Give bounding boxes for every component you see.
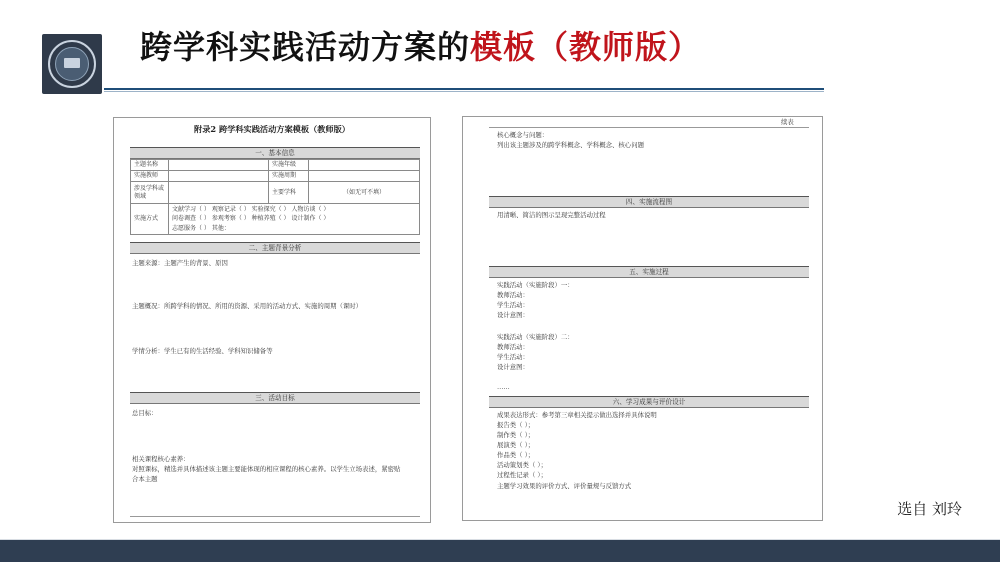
methods-line-3: 志愿服务（ ） 其他： [172, 224, 230, 232]
methods-line-1: 文献学习（ ） 观察记录（ ） 实验探究（ ） 人物访谈（ ） [172, 206, 330, 214]
activity-2-title: 实践活动（实施阶段）二： [497, 333, 574, 341]
core-literacy-line-1: 对照课标，精选并具体描述该主题主要能体现的相应课程的核心素养。以学生立场表述，紧密贴 [132, 465, 401, 473]
activity-2-intent: 设计意图： [497, 363, 529, 371]
table-row [131, 171, 420, 182]
doc-title: 附录2 跨学科实践活动方案模板（教师版） [194, 124, 350, 134]
slide-title [140, 22, 701, 68]
section-basic-info: 一、基本信息 [130, 147, 420, 159]
section-goals: 三、活动目标 [130, 392, 420, 404]
learner-analysis: 学情分析：学生已有的生活经验、学科知识储备等 [132, 347, 273, 355]
concept-title: 核心概念与问题： [497, 131, 549, 139]
core-literacy-line-2: 合本主题 [132, 475, 158, 483]
table-cell [169, 171, 269, 182]
evaluation-methods: 主题学习效果的评价方式、评价量规与反馈方式 [497, 482, 632, 490]
table-cell [169, 182, 269, 204]
table-cell: 主题名称 [131, 160, 169, 171]
core-literacy-title: 相关课程核心素养： [132, 455, 190, 463]
table-cell: 实施教师 [131, 171, 169, 182]
outcome-format-title: 成果表达形式：参考第三章相关提示做出选择并具体说明 [497, 411, 657, 419]
background-overview: 主题概况：所跨学科的情况、所用的资源、采用的活动方式、实施的周期（课时） [132, 302, 363, 310]
table-row [131, 182, 420, 204]
table-cell: 实施周期 [269, 171, 309, 182]
basic-info-table [130, 159, 420, 235]
ellipsis: …… [497, 383, 510, 391]
school-emblem-icon [42, 34, 102, 94]
list-item: 展演类（ ）； [497, 441, 535, 449]
section-background: 二、主题背景分析 [130, 242, 420, 254]
section-process: 五、实施过程 [489, 266, 809, 278]
list-item: 过程性记录（ ）； [497, 471, 547, 479]
attribution: 选自 刘玲 [897, 500, 962, 518]
table-cell: 主要学科 [269, 182, 309, 204]
section-outcomes: 六、学习成果与评价设计 [489, 396, 809, 408]
emblem-core [64, 58, 80, 68]
slide-title-highlight: 模板（教师版） [470, 28, 702, 66]
list-item: 作品类（ ）； [497, 451, 535, 459]
table-cell: （如无可不填） [309, 182, 420, 204]
table-cell: 实施年级 [269, 160, 309, 171]
continued-label: 续表 [781, 118, 794, 126]
activity-2-student: 学生活动： [497, 353, 529, 361]
table-row [131, 160, 420, 171]
page-bottom-rule [130, 516, 420, 517]
template-page-2 [462, 116, 823, 521]
table-cell [309, 171, 420, 182]
table-cell: 涉及学科或领域 [131, 182, 169, 204]
section-flowchart: 四、实施流程图 [489, 196, 809, 208]
flowchart-desc: 用清晰、简洁的图示呈现完整活动过程 [497, 211, 606, 219]
template-page-1 [113, 117, 431, 523]
implementation-methods-cell [169, 204, 420, 235]
activity-1-student: 学生活动： [497, 301, 529, 309]
methods-line-2: 问卷调查（ ） 参观考察（ ） 种植养殖（ ） 设计制作（ ） [172, 215, 330, 223]
slide-title-main: 跨学科实践活动方案的 [140, 28, 471, 66]
list-item: 制作类（ ）； [497, 431, 535, 439]
activity-2-teacher: 教师活动： [497, 343, 529, 351]
background-source: 主题来源：主题产生的背景、原因 [132, 259, 228, 267]
table-cell [309, 160, 420, 171]
activity-1-teacher: 教师活动： [497, 291, 529, 299]
list-item: 活动策划类（ ）； [497, 461, 547, 469]
table-cell [169, 160, 269, 171]
activity-1-intent: 设计意图： [497, 311, 529, 319]
table-row [131, 204, 420, 235]
list-item: 报告类（ ）； [497, 421, 535, 429]
activity-1-title: 实践活动（实施阶段）一： [497, 281, 574, 289]
concept-desc: 列出该主题涉及的跨学科概念、学科概念、核心问题 [497, 141, 644, 149]
title-underline [104, 88, 824, 90]
page-top-rule [489, 127, 809, 128]
footer-bar [0, 540, 1000, 562]
table-cell: 实施方式 [131, 204, 169, 235]
overall-goal: 总目标： [132, 409, 158, 417]
title-underline-thin [104, 91, 824, 92]
